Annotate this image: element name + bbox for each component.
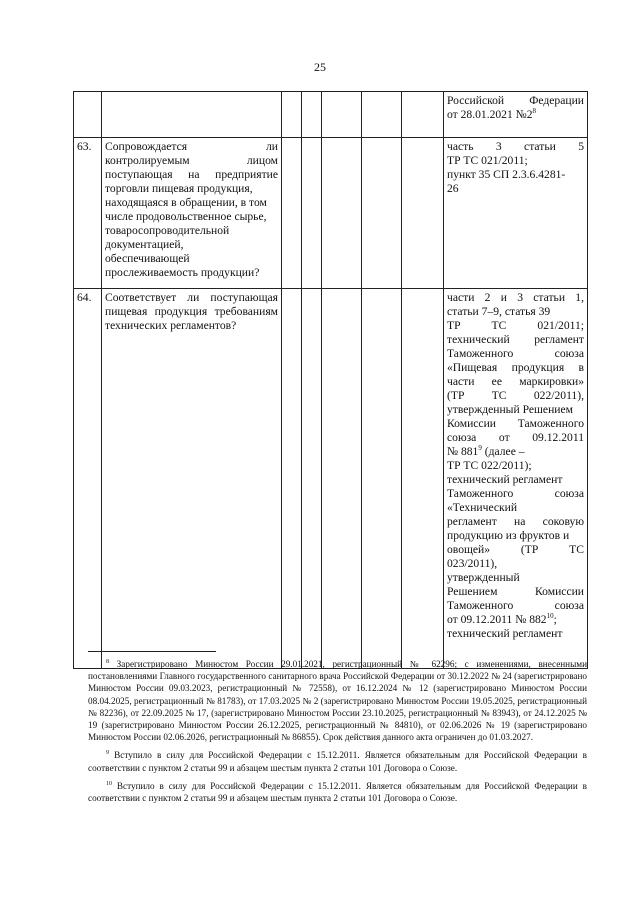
table-row-63 [74,138,588,289]
footnote-mark: 10 [546,612,554,621]
question-line: товаросопроводительной [105,224,230,237]
ref-line: ТР ТС 021/2011; [447,154,528,167]
row-number-cell [74,92,102,138]
legal-reference-cell [444,92,588,138]
footnote: $^8$ Зарегистрировано Минюстом России 29.01.2021, регистрационный № 62296; с изменениями, внесенными постановлениями Главного государственного санитарного врача Российской Федерации от 30.12.2022 № 24 (зарегистрировано Минюстом России 09.03.2023, регистрационный № 72558), от 16.12.2024 № 12 (зарегистрировано Минюстом России 08.04.2025, регистрационный № 81783), от 17.03.2025 № 2 (зарегистрировано Минюстом России 19.05.2025, регистрационный № 82236), от 22.09.2025 № 17, (зарегистрировано Минюстом России 23.10.2025, регистрационный № 83943), от 24.12.2025 № 19 (зарегистрировано Минюстом России 26.12.2025, регистрационный № 84810), от 02.06.2026 № 19 (зарегистрировано Минюстом России 02.06.2026, регистрационный № 86855). Срок действия данного акта ограничен до 01.03.2027. [88,658,588,743]
note-cell [362,289,402,669]
extra-cell [402,289,444,669]
extra-cell [402,138,444,289]
ref-line: утвержденный [447,571,520,584]
answer-no-cell [302,289,322,669]
extra-cell [402,92,444,138]
answer-na-cell [322,92,362,138]
question-line: прослеживаемость продукции? [105,266,260,279]
ref-line: Таможенного союза [447,347,584,360]
question-cell [102,289,282,669]
ref-line: часть 3 статьи 5 [447,140,584,153]
question-line: пищевая продукция требованиям [105,305,278,318]
question-cell [102,92,282,138]
answer-yes-cell [282,138,302,289]
answer-na-cell [322,138,362,289]
note-cell [362,92,402,138]
answer-yes-cell [282,92,302,138]
legal-reference-cell [444,138,588,289]
ref-line: ТР ТС 021/2011; [447,319,584,332]
answer-na-cell [322,289,362,669]
page-number: 25 [314,60,326,74]
question-line: обеспечивающей [105,252,190,265]
answer-no-cell [302,138,322,289]
ref-line: пункт 35 СП 2.3.6.4281- [447,168,566,181]
answer-no-cell [302,92,322,138]
ref-line: союза от 09.12.2011 [447,431,584,444]
question-line: Сопровождается ли [105,140,278,153]
ref-line: № $881^9$ (далее – [447,444,525,458]
ref-line: части ее маркировки» [447,375,584,388]
ref-line: регламент на соковую [447,515,584,528]
ref-line: овощей» (ТР ТС [447,543,584,556]
footnote-mark: 8 [106,658,109,665]
ref-line: Таможенного союза [447,599,584,612]
question-line: технических регламентов? [105,319,237,332]
ref-line: от 28.01.2021 $№2^8$ [447,107,537,121]
ref-line: «Пищевая продукция в [447,361,584,374]
ref-line: ТР ТС 022/2011); [447,459,532,472]
footnote-mark: 9 [478,444,482,453]
ref-line: 023/2011), [447,557,498,570]
ref-line: статьи 7–9, статья 39 [447,305,551,318]
row-number-cell: 64. [74,289,102,669]
ref-line: «Технический [447,501,518,514]
question-line: Соответствует ли поступающая [105,291,278,304]
question-line: числе продовольственное сырье, [105,210,267,223]
ref-line: от 09.12.2011 № $882^{10}$; [447,612,557,626]
ref-line: утвержденный Решением [447,403,573,416]
ref-line: части 2 и 3 статьи 1, [447,291,584,304]
ref-line: (ТР ТС 022/2011), [447,389,584,402]
note-cell [362,138,402,289]
footnote-mark: 8 [532,107,537,116]
ref-line: продукцию из фруктов и [447,529,570,542]
question-line: поступающая на предприятие [105,168,278,181]
ref-line: Российской Федерации [447,94,584,107]
footnote: $^9$ Вступило в силу для Российской Федерации с 15.12.2011. Является обязательным для Российской Федерации в соответствии с пунктом 2 статьи 99 и абзацем шестым пункта 2 статьи 101 Договора о Союзе. [88,750,588,773]
question-line: документацией, [105,238,184,251]
answer-yes-cell [282,289,302,669]
table-row-64 [74,289,588,669]
footnote-separator [88,651,216,652]
table-row-continued [74,92,588,138]
ref-line: Таможенного союза [447,487,584,500]
ref-line: технический регламент [447,627,563,640]
footnote-mark: 10 [106,780,112,787]
ref-line: 26 [447,182,459,195]
question-line: контролируемым лицом [105,154,278,167]
footnote: $^{10}$ Вступило в силу для Российской Федерации с 15.12.2011. Является обязательным для Российской Федерации в соответствии с пунктом 2 статьи 99 и абзацем шестым пункта 2 статьи 101 Договора о Союзе. [88,780,588,804]
ref-line: Решением Комиссии [447,585,584,598]
footnotes [88,658,587,810]
question-line: торговли пищевая продукция, [105,182,253,195]
ref-line: Комиссии Таможенного [447,417,584,430]
ref-line: технический регламент [447,333,584,346]
question-cell [102,138,282,289]
footnote-mark: 9 [106,750,109,757]
checklist-table [73,91,588,669]
ref-line: технический регламент [447,473,563,486]
legal-reference-cell [444,289,588,669]
row-number-cell: 63. [74,138,102,289]
question-line: находящаяся в обращении, в том [105,196,267,209]
